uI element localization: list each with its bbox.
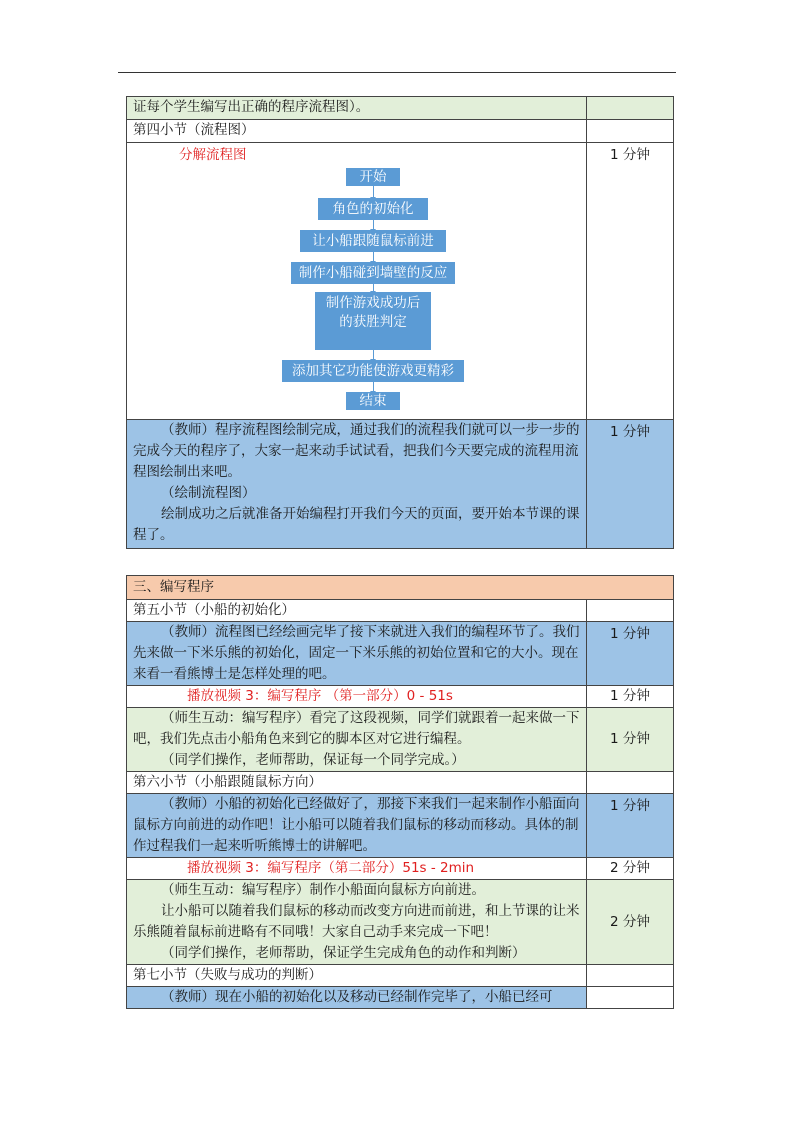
teacher-cell	[127, 622, 587, 686]
table-row	[127, 97, 674, 120]
paragraph: （师生互动：编写程序）看完了这段视频，同学们就跟着一起来做一下吧，我们先点击小船角色来到它的脚本区对它进行编程。	[133, 710, 580, 747]
section-title: 第四小节（流程图）	[127, 120, 587, 143]
table-row	[127, 880, 674, 965]
lesson-table-1	[126, 96, 674, 549]
paragraph: 让小船可以随着我们鼠标的移动而改变方向进而前进，和上节课的让米乐熊随着鼠标前进略有不同哦！大家自己动手来完成一下吧！	[133, 903, 580, 940]
paragraph: （绘制流程图）	[161, 485, 256, 501]
time-cell: 1 分钟	[587, 686, 674, 708]
time-cell: 2 分钟	[587, 880, 674, 965]
flow-arrow	[373, 350, 374, 360]
interaction-cell	[127, 880, 587, 965]
table-cell	[587, 772, 674, 794]
time-cell: 1 分钟	[587, 708, 674, 772]
time-cell: 1 分钟	[587, 794, 674, 858]
subsection-title: 第五小节（小船的初始化）	[127, 600, 587, 622]
interaction-cell	[127, 708, 587, 772]
flow-step-win-check-line1: 制作游戏成功后	[325, 295, 421, 311]
flowchart	[127, 143, 586, 419]
paragraph: （教师）程序流程图绘制完成，通过我们的流程我们就可以一步一步的完成今天的程序了，大家一起来动手试试看，把我们今天要完成的流程用流程图绘制出来吧。	[133, 422, 580, 480]
flow-step-win-check	[315, 292, 431, 350]
table-row	[127, 622, 674, 686]
section-heading: 三、编写程序	[127, 576, 674, 600]
flow-end: 结束	[346, 392, 400, 410]
subsection-title: 第七小节（失败与成功的判断）	[127, 965, 587, 987]
table-row	[127, 772, 674, 794]
paragraph: （师生互动：编写程序）制作小船面向鼠标方向前进。	[161, 882, 485, 898]
teacher-cell	[127, 420, 587, 549]
header-rule	[118, 72, 676, 73]
table-cell	[587, 120, 674, 143]
flow-arrow	[373, 220, 374, 230]
paragraph: （教师）流程图已经绘画完毕了接下来就进入我们的编程环节了。我们先来做一下米乐熊的初始化，固定一下米乐熊的初始位置和它的大小。现在来看一看熊博士是怎样处理的吧。	[133, 624, 580, 682]
teacher-cell	[127, 794, 587, 858]
time-cell: 1 分钟	[587, 622, 674, 686]
time-cell: 1 分钟	[587, 420, 674, 549]
table-row	[127, 600, 674, 622]
video-cell: 播放视频 3：编写程序（第二部分）51s - 2min	[127, 858, 587, 880]
flowchart-row	[127, 143, 674, 420]
table-row	[127, 987, 674, 1009]
paragraph: （同学们操作，老师帮助，保证每一个同学完成。）	[161, 752, 465, 768]
flow-step-init: 角色的初始化	[318, 198, 428, 220]
subsection-title: 第六小节（小船跟随鼠标方向）	[127, 772, 587, 794]
row-text: 证每个学生编写出正确的程序流程图）。	[133, 99, 370, 115]
flowchart-title: 分解流程图	[179, 147, 247, 163]
flowchart-cell	[127, 143, 587, 420]
table-row	[127, 686, 674, 708]
table-row	[127, 708, 674, 772]
table-row	[127, 794, 674, 858]
flow-start: 开始	[346, 168, 400, 186]
time-cell: 1 分钟	[587, 143, 674, 420]
table-cell	[127, 97, 587, 120]
flow-arrow	[373, 382, 374, 392]
table-row	[127, 858, 674, 880]
flow-step-follow-mouse: 让小船跟随鼠标前进	[300, 230, 446, 252]
table-cell	[587, 600, 674, 622]
flow-arrow	[373, 186, 374, 198]
lesson-table-2	[126, 575, 674, 1009]
table-row	[127, 576, 674, 600]
flow-step-wall-collision: 制作小船碰到墙壁的反应	[291, 262, 455, 284]
paragraph: （教师）小船的初始化已经做好了，那接下来我们一起来制作小船面向鼠标方向前进的动作吧！让小船可以随着我们鼠标的移动而移动。具体的制作过程我们一起来听听熊博士的讲解吧。	[133, 796, 580, 854]
table-cell	[587, 965, 674, 987]
flow-arrow	[373, 284, 374, 292]
video-cell: 播放视频 3：编写程序 （第一部分）0 - 51s	[127, 686, 587, 708]
table-row	[127, 120, 674, 143]
paragraph: （同学们操作，老师帮助，保证学生完成角色的动作和判断）	[161, 945, 526, 961]
table-row	[127, 420, 674, 549]
table-cell	[587, 97, 674, 120]
flow-step-win-check-line2: 的获胜判定	[339, 314, 407, 330]
teacher-cell	[127, 987, 587, 1009]
paragraph: （教师）现在小船的初始化以及移动已经制作完毕了，小船已经可	[161, 989, 553, 1005]
table-row	[127, 965, 674, 987]
time-cell: 2 分钟	[587, 858, 674, 880]
flow-step-extra-features: 添加其它功能使游戏更精彩	[282, 360, 464, 382]
table-cell	[587, 987, 674, 1009]
flow-arrow	[373, 252, 374, 262]
paragraph: 绘制成功之后就准备开始编程打开我们今天的页面，要开始本节课的课程了。	[133, 506, 580, 543]
